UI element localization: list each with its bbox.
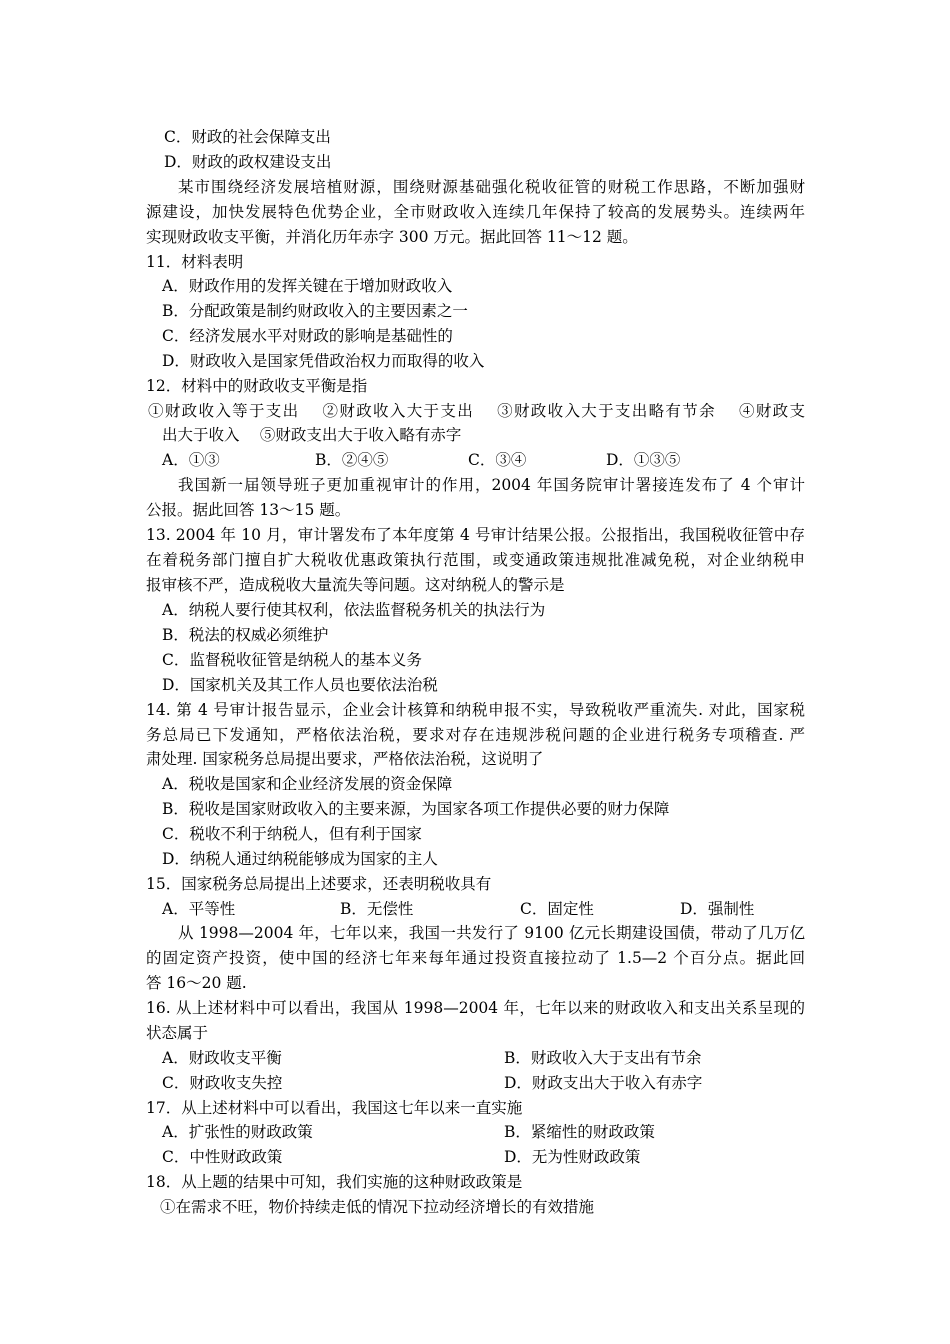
option-11c: C．经济发展水平对财政的影响是基础性的 bbox=[162, 327, 453, 345]
question-15: 15．国家税务总局提出上述要求，还表明税收具有 bbox=[146, 875, 492, 893]
option-16c: C．财政收支失控 bbox=[162, 1074, 283, 1092]
option-11a: A．财政作用的发挥关键在于增加财政收入 bbox=[162, 277, 453, 295]
passage-16-20-line3: 答 16～20 题. bbox=[146, 974, 247, 992]
option-12d: D．①③⑤ bbox=[606, 451, 681, 469]
question-13-line2: 在着税务部门擅自扩大税收优惠政策执行范围，或变通政策违规批准减免税，对企业纳税申 bbox=[146, 551, 805, 569]
passage-11-12-line1: 某市围绕经济发展培植财源，围绕财源基础强化税收征管的财税工作思路，不断加强财 bbox=[178, 178, 805, 196]
option-13d: D．国家机关及其工作人员也要依法治税 bbox=[162, 676, 438, 694]
question-18-statement-1: ①在需求不旺，物价持续走低的情况下拉动经济增长的有效措施 bbox=[160, 1198, 595, 1216]
question-13-line3: 报审核不严，造成税收大量流失等问题。这对纳税人的警示是 bbox=[146, 576, 565, 594]
option-15d: D．强制性 bbox=[680, 900, 755, 918]
option-15c: C．固定性 bbox=[520, 900, 594, 918]
passage-13-15-line2: 公报。据此回答 13～15 题。 bbox=[146, 501, 351, 519]
option-12a: A．①③ bbox=[162, 451, 220, 469]
question-14-line3: 肃处理. 国家税务总局提出要求，严格依法治税，这说明了 bbox=[146, 750, 544, 768]
passage-11-12-line3: 实现财政收支平衡，并消化历年赤字 300 万元。据此回答 11～12 题。 bbox=[146, 228, 638, 246]
option-17b: B．紧缩性的财政政策 bbox=[504, 1123, 655, 1141]
question-12-statements-line1: ①财政收入等于支出 ②财政收入大于支出 ③财政收入大于支出略有节余 ④财政支 bbox=[148, 402, 805, 420]
question-14-line1: 14. 第 4 号审计报告显示，企业会计核算和纳税申报不实，导致税收严重流失. 对此，国家税 bbox=[146, 701, 805, 719]
question-11: 11．材料表明 bbox=[146, 253, 244, 271]
question-13-line1: 13. 2004 年 10 月，审计署发布了本年度第 4 号审计结果公报。公报指出，我国税收征管中存 bbox=[146, 526, 805, 544]
option-16b: B．财政收入大于支出有节余 bbox=[504, 1049, 702, 1067]
option-14b: B．税收是国家财政收入的主要来源，为国家各项工作提供必要的财力保障 bbox=[162, 800, 670, 818]
option-14a: A．税收是国家和企业经济发展的资金保障 bbox=[162, 775, 453, 793]
option-17c: C．中性财政政策 bbox=[162, 1148, 283, 1166]
option-12c: C．③④ bbox=[468, 451, 527, 469]
question-17: 17．从上述材料中可以看出，我国这七年以来一直实施 bbox=[146, 1099, 523, 1117]
passage-16-20-line2: 的固定资产投资，使中国的经济七年来每年通过投资直接拉动了 1.5—2 个百分点。据此回 bbox=[146, 949, 805, 967]
option-14c: C．税收不利于纳税人，但有利于国家 bbox=[162, 825, 422, 843]
question-16-line2: 状态属于 bbox=[146, 1024, 209, 1042]
passage-13-15-line1: 我国新一届领导班子更加重视审计的作用，2004 年国务院审计署接连发布了 4 个审计 bbox=[178, 476, 805, 494]
option-13a: A．纳税人要行使其权利，依法监督税务机关的执法行为 bbox=[162, 601, 546, 619]
option-17a: A．扩张性的财政政策 bbox=[162, 1123, 313, 1141]
option-10c: C．财政的社会保障支出 bbox=[164, 128, 331, 146]
option-17d: D．无为性财政政策 bbox=[504, 1148, 641, 1166]
question-16-line1: 16. 从上述材料中可以看出，我国从 1998—2004 年，七年以来的财政收入和支出关系呈现的 bbox=[146, 999, 805, 1017]
option-15a: A．平等性 bbox=[162, 900, 236, 918]
passage-11-12-line2: 源建设，加快发展特色优势企业，全市财政收入连续几年保持了较高的发展势头。连续两年 bbox=[146, 203, 805, 221]
passage-16-20-line1: 从 1998—2004 年，七年以来，我国一共发行了 9100 亿元长期建设国债，带动了几万亿 bbox=[178, 924, 805, 942]
option-13b: B．税法的权威必须维护 bbox=[162, 626, 329, 644]
option-14d: D．纳税人通过纳税能够成为国家的主人 bbox=[162, 850, 438, 868]
option-11b: B．分配政策是制约财政收入的主要因素之一 bbox=[162, 302, 468, 320]
option-13c: C．监督税收征管是纳税人的基本义务 bbox=[162, 651, 422, 669]
question-14-line2: 务总局已下发通知，严格依法治税，要求对存在违规涉税问题的企业进行税务专项稽查. 严 bbox=[146, 726, 805, 744]
question-12: 12．材料中的财政收支平衡是指 bbox=[146, 377, 368, 395]
option-16d: D．财政支出大于收入有赤字 bbox=[504, 1074, 703, 1092]
option-16a: A．财政收支平衡 bbox=[162, 1049, 282, 1067]
option-12b: B．②④⑤ bbox=[315, 451, 389, 469]
option-10d: D．财政的政权建设支出 bbox=[164, 153, 332, 171]
option-11d: D．财政收入是国家凭借政治权力而取得的收入 bbox=[162, 352, 485, 370]
question-12-statements-line2: 出大于收入 ⑤财政支出大于收入略有赤字 bbox=[162, 426, 462, 444]
option-15b: B．无偿性 bbox=[340, 900, 414, 918]
question-18: 18．从上题的结果中可知，我们实施的这种财政政策是 bbox=[146, 1173, 523, 1191]
